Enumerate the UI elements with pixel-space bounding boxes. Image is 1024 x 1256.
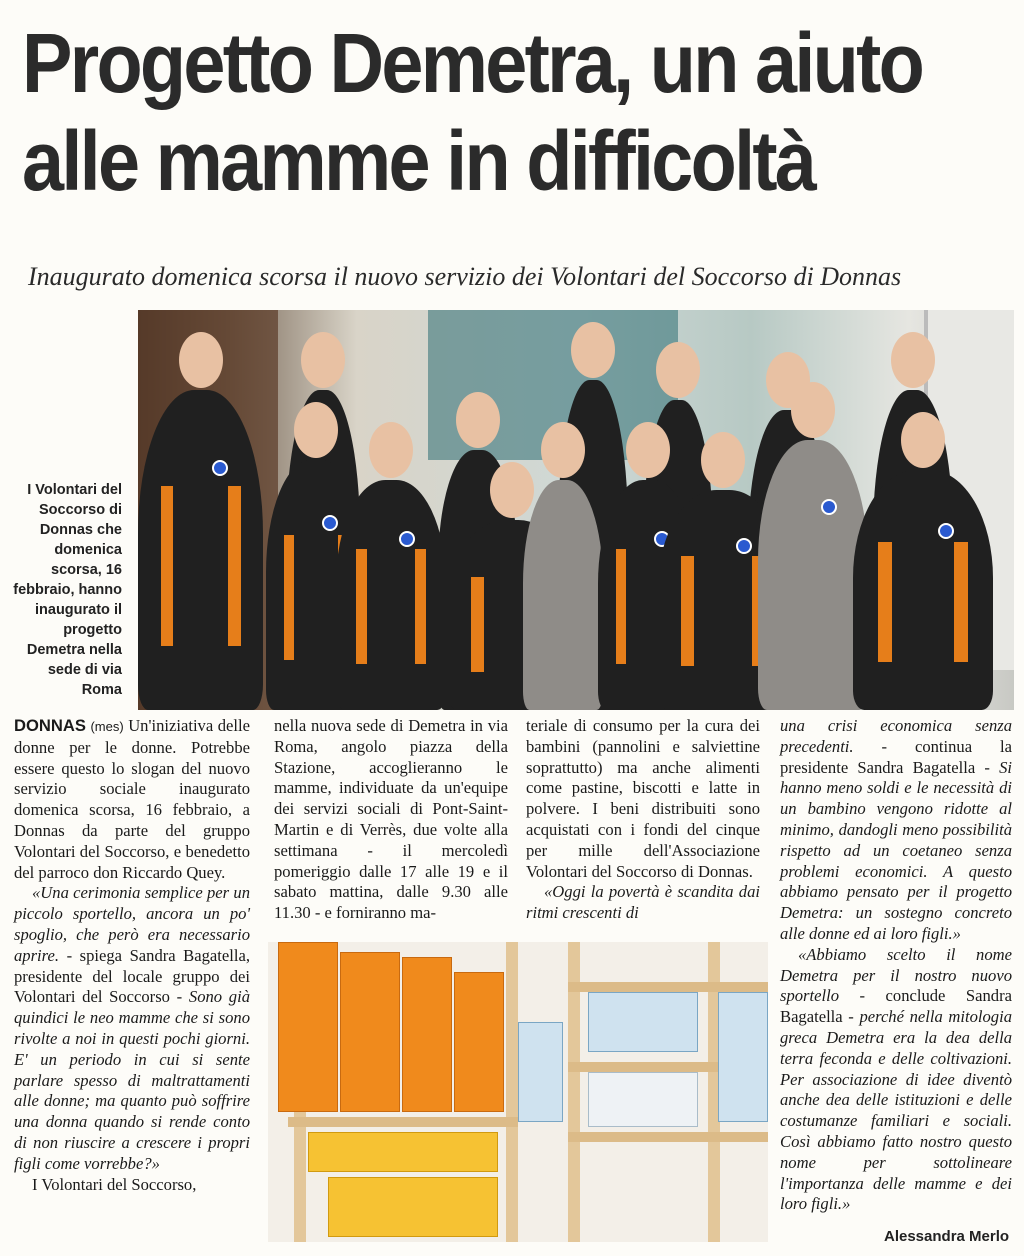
- volunteer-figure: [138, 390, 263, 710]
- paragraph: Un'iniziativa delle donne per le donne. Potrebbe essere questo lo slogan del nuovo servizio sociale inaugurato domenica scorsa, 16 febbraio, a Donnas da parte del gruppo Volontari del Soccorso, e benedetto del parroco don Riccardo Quey.: [14, 716, 250, 882]
- quote: Si hanno meno soldi e le necessità di un bambino vengono ridotte al minimo, dandogli meno possibilità rispetto ad un coetaneo senza problemi economici. A questo abbiamo pensato per il progetto Demetra: un sostegno concreto alle donne ed ai loro figli.»: [780, 757, 1012, 943]
- article-column-3: [526, 716, 760, 924]
- paragraph: I Volontari del Soccorso,: [32, 1174, 197, 1194]
- wipes-pack: [588, 1072, 698, 1127]
- diaper-box: [278, 942, 338, 1112]
- quote: «Oggi la povertà è scandita dai ritmi crescenti di: [526, 882, 760, 923]
- dateline: DONNAS: [14, 716, 86, 735]
- wipes-pack: [718, 992, 768, 1122]
- shelf-board: [568, 1132, 768, 1142]
- volunteer-figure: [853, 470, 993, 710]
- quote: perché nella mitologia greca Demetra era la dea della terra feconda e delle coltivazioni. Per associazione di idee diventò anche dea delle istituzioni e delle costumanze familiari e sociali. Così abbiamo fatto nostro questo nome per sottolineare l'importanza delle mamme e dei loro figli.»: [780, 1007, 1013, 1214]
- paragraph: - continua la presidente Sandra Bagatella -: [780, 736, 1012, 777]
- diaper-box: [402, 957, 452, 1112]
- author-tag: (mes): [90, 719, 124, 734]
- diaper-box: [454, 972, 504, 1112]
- quote: Sono già quindici le neo mamme che si sono rivolte a noi in questi pochi giorni. E' un periodo in cui si sente parlare spesso di maltrattamenti alle donne; ma quanto può soffrire una donna quando si rende conto di non riuscire a crescere i propri figli come vorrebbe?»: [14, 987, 250, 1173]
- shelf-board: [568, 982, 768, 992]
- volunteer-figure: [523, 480, 603, 710]
- quote: «Abbiamo scelto il nome Demetra per il nostro nuovo sportello: [780, 944, 1012, 1006]
- photo-caption: I Volontari del Soccorso di Donnas che domenica scorsa, 16 febbraio, hanno inaugurato il progetto Demetra nella sede di via Roma: [13, 482, 122, 698]
- headline: [22, 14, 923, 210]
- quote: una crisi economica senza precedenti.: [780, 716, 1012, 756]
- headline-line-1: Progetto Demetra, un aiuto: [22, 16, 923, 110]
- wipes-pack: [518, 1022, 563, 1122]
- paragraph: teriale di consumo per la cura dei bambini (pannolini e salviettine soprattutto) ma anche alimenti come pastine, biscotti e latte in polvere. I beni distribuiti sono acquistati con i fondi del cinque per mille dell'Associazione Volontari del Soccorso di Donnas.: [526, 716, 760, 881]
- pasta-pack: [328, 1177, 498, 1237]
- volunteers-group-photo: [138, 310, 1014, 710]
- article-column-4: [780, 716, 1012, 1215]
- wipes-pack: [588, 992, 698, 1052]
- shelf-post: [506, 942, 518, 1242]
- pasta-pack: [308, 1132, 498, 1172]
- diaper-box: [340, 952, 400, 1112]
- quote: «Una cerimonia semplice per un piccolo sportello, ancora un po' spoglio, che però era necessario aprire.: [14, 883, 250, 965]
- article-column-2: [274, 716, 508, 924]
- paragraph: nella nuova sede di Demetra in via Roma, angolo piazza della Stazione, accoglieranno le mamme, individuate da un'equipe dei servizi sociali di Pont-Saint-Martin e di Verrès, due volte alla settimana - il mercoledì pomeriggio dalle 17 alle 19 e il sabato mattina, dalle 9.30 alle 11.30 - e forniranno ma-: [274, 716, 508, 923]
- paragraph: - spiega Sandra Bagatella, presidente del locale gruppo dei Volontari del Soccorso -: [14, 945, 250, 1007]
- subtitle: Inaugurato domenica scorsa il nuovo servizio dei Volontari del Soccorso di Donnas: [28, 262, 902, 291]
- volunteer-figure: [758, 440, 868, 710]
- paragraph: - conclude Sandra Bagatella -: [780, 986, 1012, 1027]
- author-byline: Alessandra Merlo: [884, 1228, 1010, 1245]
- shelves-supplies-photo: [268, 942, 768, 1242]
- article-column-1: [14, 716, 250, 1195]
- volunteer-figure: [336, 480, 446, 710]
- shelf-board: [288, 1117, 518, 1127]
- headline-line-2: alle mamme in difficoltà: [22, 114, 815, 208]
